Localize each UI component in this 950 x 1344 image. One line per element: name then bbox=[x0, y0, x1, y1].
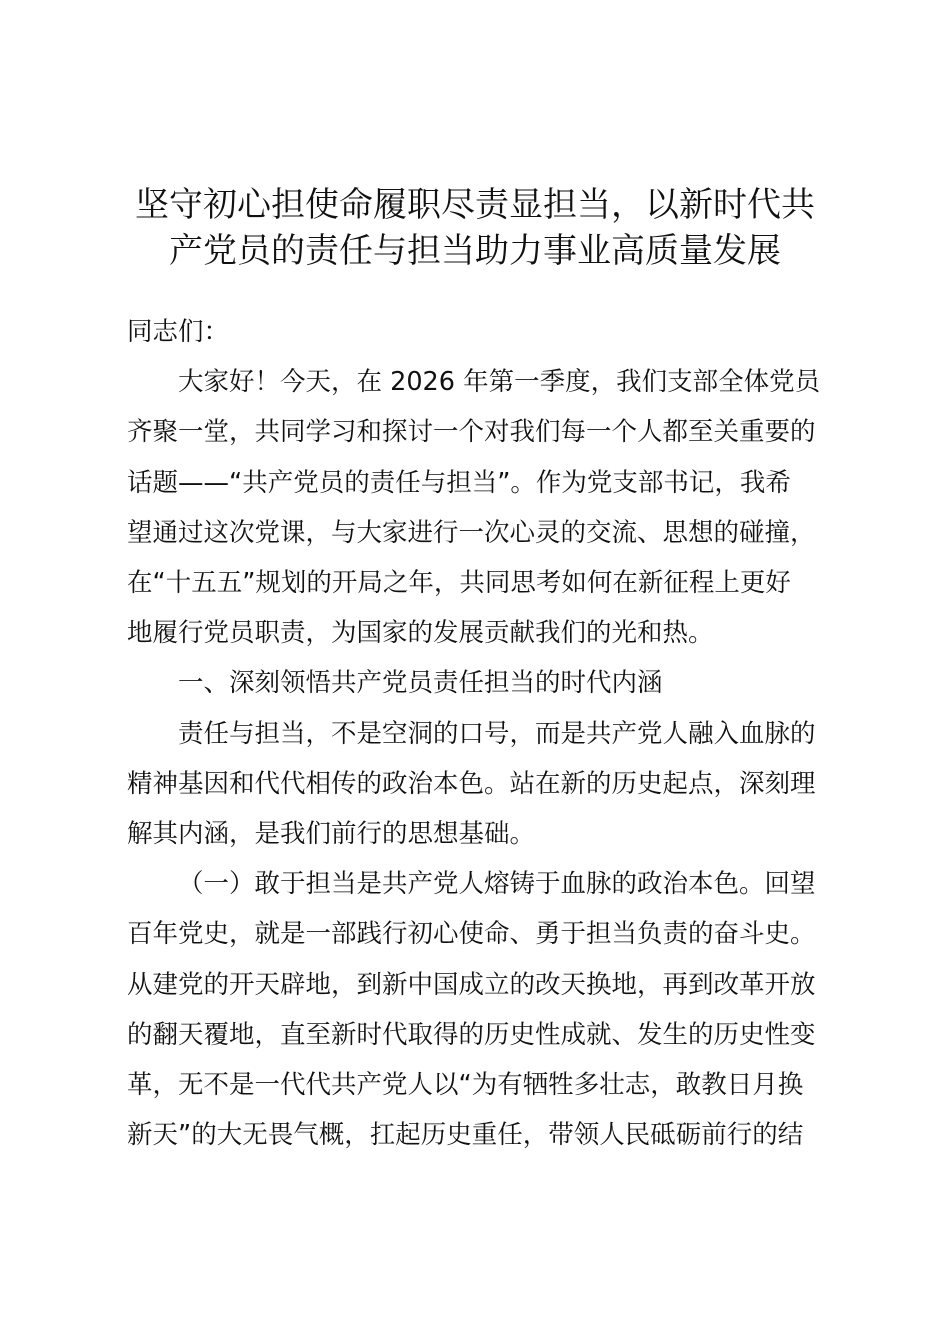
text-line: 从建党的开天辟地，到新中国成立的改天换地，再到改革开放 bbox=[127, 969, 816, 1000]
text-line: 精神基因和代代相传的政治本色。站在新的历史起点，深刻理 bbox=[127, 768, 816, 799]
document-title bbox=[100, 182, 850, 274]
text-line: 齐聚一堂，共同学习和探讨一个对我们每一个人都至关重要的 bbox=[127, 417, 816, 448]
text-line: （一）敢于担当是共产党人熔铸于血脉的政治本色。回望 bbox=[178, 869, 816, 900]
paragraph-section-intro bbox=[127, 709, 832, 860]
text-line: 解其内涵，是我们前行的思想基础。 bbox=[127, 819, 536, 850]
text-line: 革，无不是一代代共产党人以“为有牺牲多壮志，敢教日月换 bbox=[127, 1070, 804, 1101]
section-heading-1: 一、深刻领悟共产党员责任担当的时代内涵 bbox=[178, 668, 663, 699]
document-body bbox=[127, 307, 832, 1160]
salutation: 同志们： bbox=[127, 317, 230, 347]
text-line: 地履行党员职责，为国家的发展贡献我们的光和热。 bbox=[127, 618, 714, 649]
title-line-2: 产党员的责任与担当助力事业高质量发展 bbox=[169, 231, 781, 271]
text-line: 的翻天覆地，直至新时代取得的历史性成就、发生的历史性变 bbox=[127, 1019, 816, 1050]
text-line: 话题——“共产党员的责任与担当”。作为党支部书记，我希 bbox=[127, 467, 791, 498]
text-line: 大家好！今天，在 2026 年第一季度，我们支部全体党员 bbox=[178, 367, 821, 398]
title-line-1: 坚守初心担使命履职尽责显担当，以新时代共 bbox=[135, 185, 815, 225]
text-line: 责任与担当，不是空洞的口号，而是共产党人融入血脉的 bbox=[178, 718, 816, 749]
text-line: 在“十五五”规划的开局之年，共同思考如何在新征程上更好 bbox=[127, 568, 791, 599]
paragraph-subsection-1 bbox=[127, 859, 832, 1160]
text-line: 望通过这次党课，与大家进行一次心灵的交流、思想的碰撞， bbox=[127, 517, 816, 548]
text-line: 百年党史，就是一部践行初心使命、勇于担当负责的奋斗史。 bbox=[127, 919, 816, 950]
paragraph-greeting bbox=[127, 357, 832, 658]
text-line: 新天”的大无畏气概，扛起历史重任，带领人民砥砺前行的结 bbox=[127, 1120, 804, 1151]
